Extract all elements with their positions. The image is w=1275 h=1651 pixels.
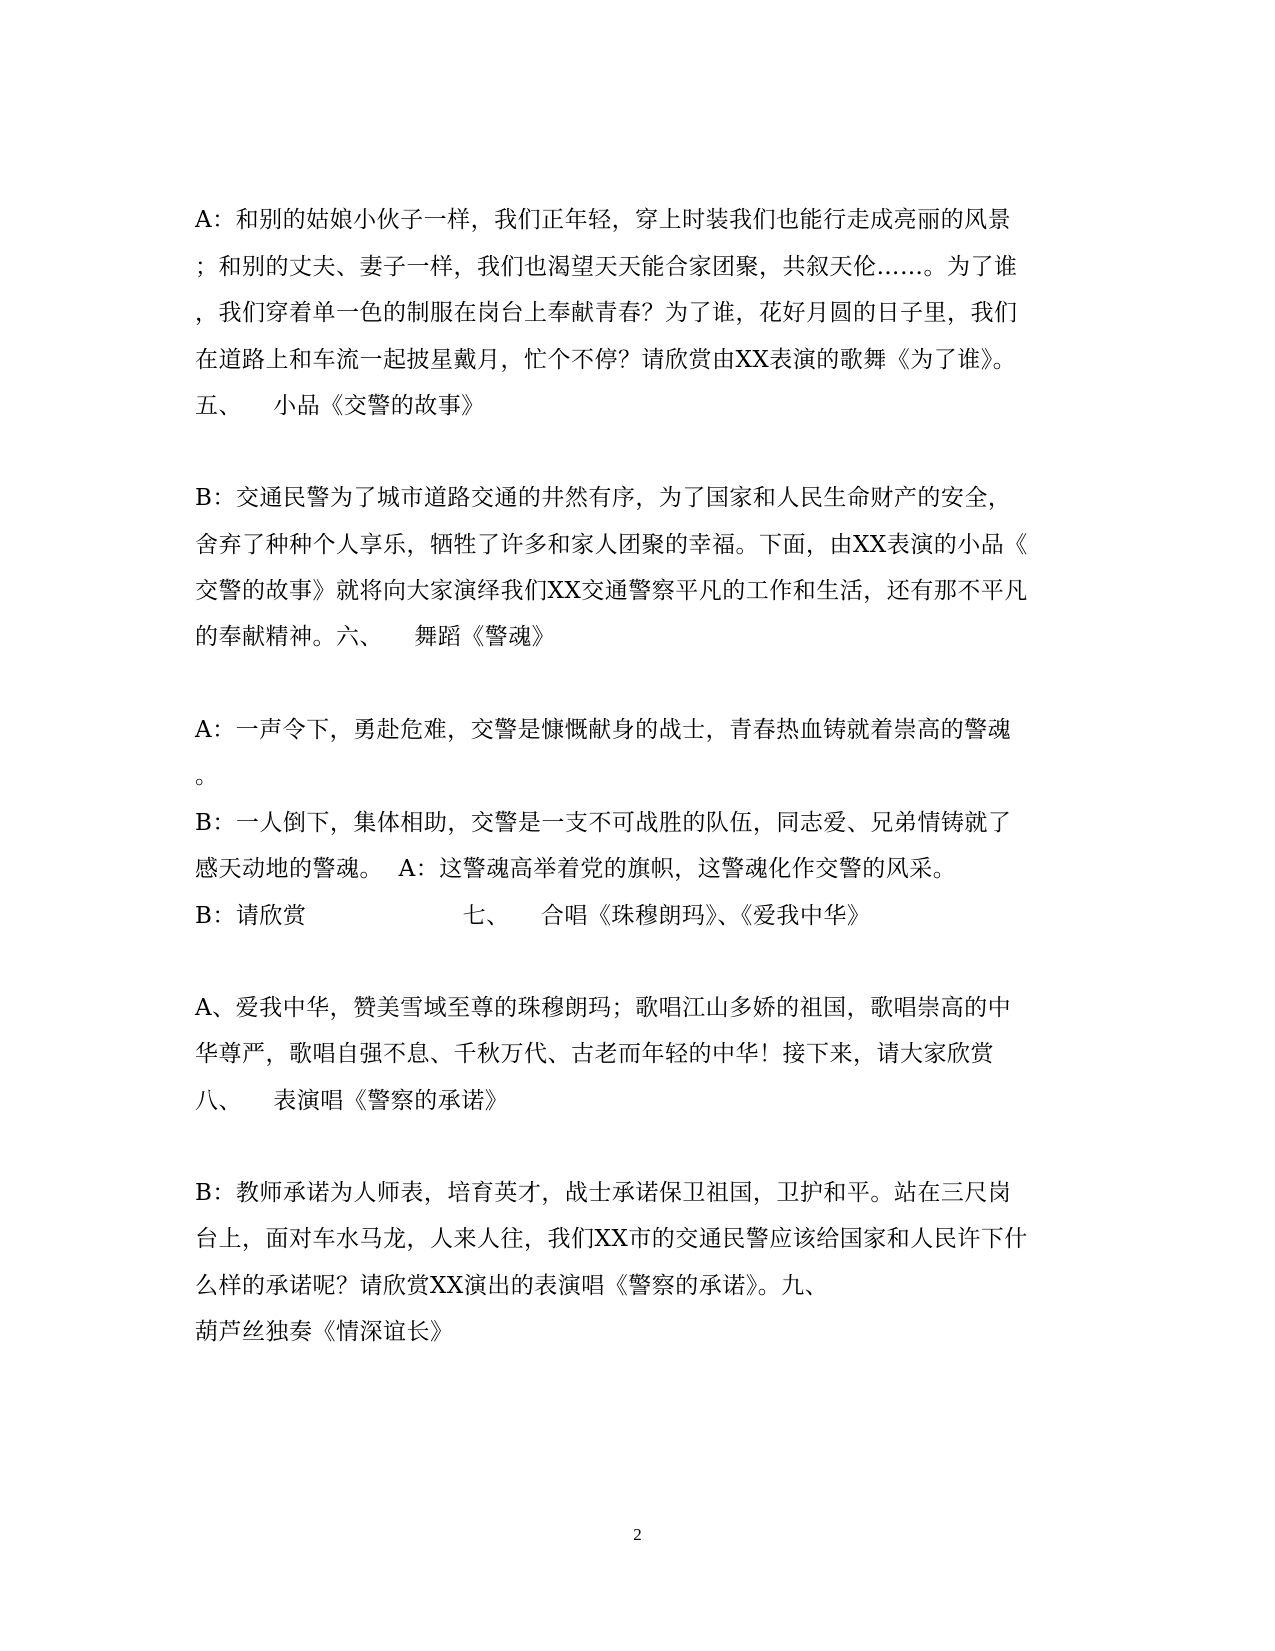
text-line: 。 [195, 763, 219, 789]
text-line: A：和别的姑娘小伙子一样，我们正年轻，穿上时装我们也能行走成亮丽的风景 [195, 207, 1012, 233]
page-number: 2 [633, 1525, 642, 1544]
text-line: A、爱我中华，赞美雪域至尊的珠穆朗玛；歌唱江山多娇的祖国，歌唱崇高的中 [195, 995, 1012, 1021]
text-line: 舍弃了种种个人享乐，牺牲了许多和家人团聚的幸福。下面，由XX表演的小品《 [195, 532, 1028, 558]
text-line: B：一人倒下，集体相助，交警是一支不可战胜的队伍，同志爱、兄弟情铸就了 [195, 810, 1012, 836]
text-line: 在道路上和车流一起披星戴月，忙个不停？请欣赏由XX表演的歌舞《为了谁》。 [195, 347, 1017, 373]
text-line: 台上，面对车水马龙，人来人往，我们XX市的交通民警应该给国家和人民许下什 [195, 1226, 1028, 1252]
text-line: B：教师承诺为人师表，培育英才，战士承诺保卫祖国，卫护和平。站在三尺岗 [195, 1180, 1012, 1206]
text-line: A：一声令下，勇赴危难，交警是慷慨献身的战士，青春热血铸就着崇高的警魂 [195, 717, 1012, 743]
text-line: 感天动地的警魂。 A：这警魂高举着党的旗帜，这警魂化作交警的风采。 [195, 856, 957, 882]
section-heading: 八、 表演唱《警察的承诺》 [195, 1088, 509, 1114]
section-heading: 葫芦丝独奏《情深谊长》 [195, 1319, 454, 1345]
section-heading: 五、 小品《交警的故事》 [195, 393, 485, 419]
text-line: B：请欣赏 七、 合唱《珠穆朗玛》、《爱我中华》 [195, 903, 871, 929]
text-line: B：交通民警为了城市道路交通的井然有序，为了国家和人民生命财产的安全， [195, 485, 1012, 511]
text-line: 么样的承诺呢？请欣赏XX演出的表演唱《警察的承诺》。九、 [195, 1273, 829, 1299]
text-line: ；和别的丈夫、妻子一样，我们也渴望天天能合家团聚，共叙天伦……。为了谁 [195, 254, 1018, 280]
text-line: ，我们穿着单一色的制服在岗台上奉献青春？为了谁，花好月圆的日子里，我们 [195, 300, 1018, 326]
text-line: 交警的故事》就将向大家演绎我们XX交通警察平凡的工作和生活，还有那不平凡 [195, 578, 1028, 604]
text-line: 华尊严，歌唱自强不息、千秋万代、古老而年轻的中华！接下来，请大家欣赏 [195, 1041, 994, 1067]
text-line: 的奉献精神。六、 舞蹈《警魂》 [195, 624, 556, 650]
